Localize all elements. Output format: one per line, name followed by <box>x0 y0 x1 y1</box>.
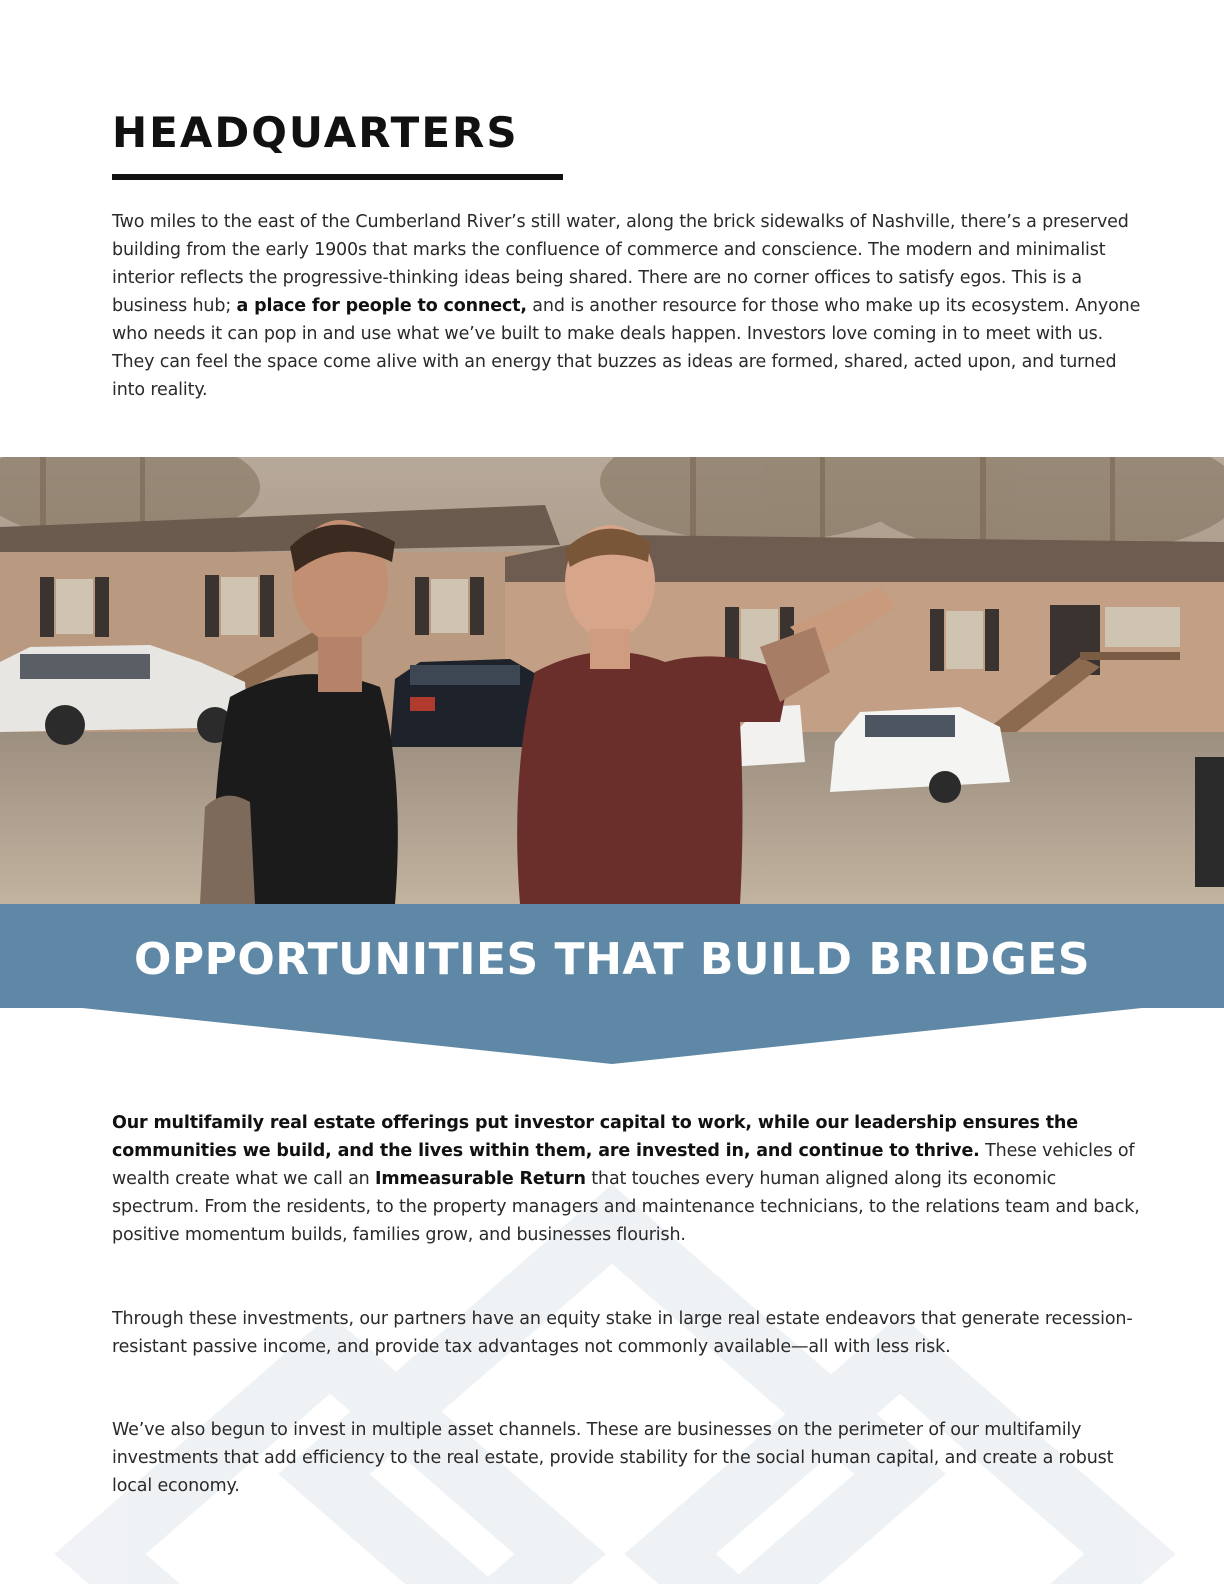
hq-text-1: Two miles to the east of the Cumberland River’s still water, along the brick sidewalks of Nashville, there’s a preserved building from the early 1900s that marks the confluence of commerce and conscience. The modern and minimalist interior reflects the progressive-thinking ideas being shared. There are no corner offices to satisfy egos. This is a business hub; <box>112 212 1129 316</box>
opportunities-intro <box>112 1109 1142 1249</box>
immeasurable-return: Immeasurable Return <box>375 1169 586 1189</box>
section-banner <box>0 904 1224 1074</box>
asset-channels-paragraph: We’ve also begun to invest in multiple asset channels. These are businesses on the perimeter of our multifamily investments that add efficiency to the real estate, provide stability for the social human capital, and create a robust local economy. <box>112 1420 1114 1496</box>
team-photo <box>0 457 1224 904</box>
headquarters-title: HEADQUARTERS <box>112 108 519 157</box>
photo-two-men-apartment-parking-lot <box>0 457 1224 904</box>
title-underline <box>112 174 563 180</box>
investments-paragraph: Through these investments, our partners have an equity stake in large real estate endeavors that generate recession-resistant passive income, and provide tax advantages not commonly available—all with less risk. <box>112 1309 1133 1357</box>
intro-bold: Our multifamily real estate offerings put investor capital to work, while our leadership ensures the communities we build, and the lives within them, are invested in, and continue to thrive. <box>112 1113 1078 1161</box>
hq-text-2: and is another resource for those who make up its ecosystem. Anyone who needs it can pop in and use what we’ve built to make deals happen. Investors love coming in to meet with us. They can feel the space come alive with an energy that buzzes as ideas are formed, shared, acted upon, and turned into reality. <box>112 296 1141 400</box>
banner-shape <box>0 904 1224 1074</box>
headquarters-paragraph <box>112 208 1142 404</box>
hq-text-bold: a place for people to connect, <box>236 296 527 316</box>
intro-text-2: that touches every human aligned along its economic spectrum. From the residents, to the property managers and maintenance technicians, to the relations team and back, positive momentum builds, families grow, and businesses flourish. <box>112 1169 1140 1245</box>
banner-title: OPPORTUNITIES THAT BUILD BRIDGES <box>133 934 1091 985</box>
intro-text-1: These vehicles of wealth create what we call an <box>112 1141 1135 1189</box>
